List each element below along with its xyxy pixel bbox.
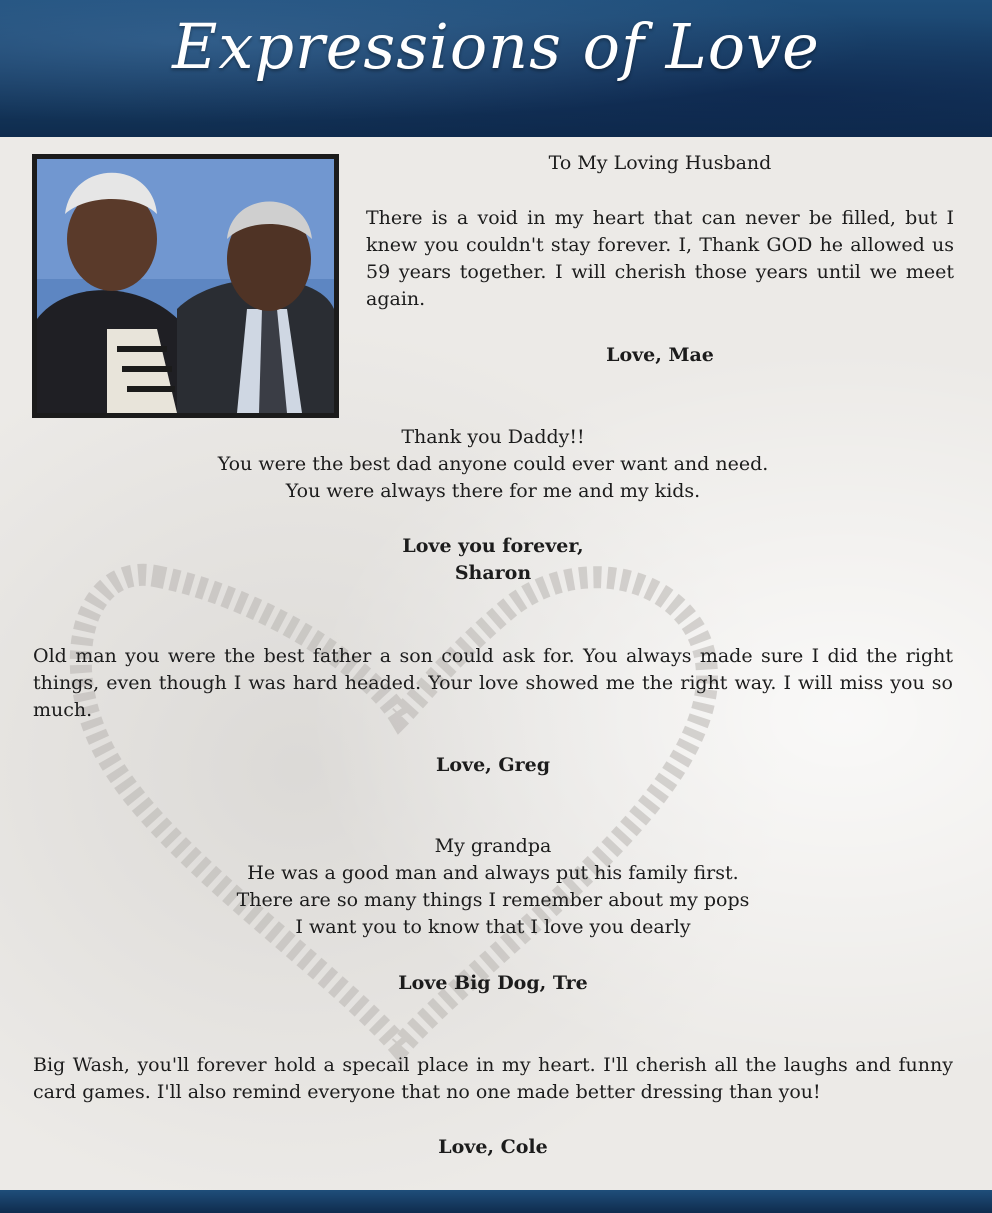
sharon-line-3: You were always there for me and my kids. <box>285 480 701 502</box>
mae-message: There is a void in my heart that can never be filled, but I knew you couldn't stay forever. I, Thank GOD he allowed us 59 years together. I will cherish those years until we meet again. <box>366 207 954 310</box>
tre-line-3: There are so many things I remember about my pops <box>236 889 750 911</box>
sharon-signature-1: Love you forever, <box>402 535 584 557</box>
sharon-line-1: Thank you Daddy!! <box>401 426 585 448</box>
cole-signature: Love, Cole <box>438 1136 548 1158</box>
footer-band <box>0 1190 992 1213</box>
couple-photo-frame <box>32 154 339 418</box>
cole-message: Big Wash, you'll forever hold a specail place in my heart. I'll cherish all the laughs and funny card games. I'll also remind everyone that no one made better dressing than you! <box>33 1054 953 1103</box>
tre-line-2: He was a good man and always put his family first. <box>247 862 739 884</box>
tre-line-4: I want you to know that I love you dearly <box>295 916 691 938</box>
mae-heading: To My Loving Husband <box>548 152 772 174</box>
tre-line-1: My grandpa <box>434 835 552 857</box>
sharon-line-2: You were the best dad anyone could ever want and need. <box>217 453 769 475</box>
page-title: Expressions of Love <box>172 10 820 83</box>
greg-message: Old man you were the best father a son could ask for. You always made sure I did the right things, even though I was hard headed. Your love showed me the right way. I will miss you so much. <box>33 645 953 721</box>
mae-signature: Love, Mae <box>606 344 714 366</box>
couple-photo <box>37 159 334 413</box>
tre-signature: Love Big Dog, Tre <box>398 972 588 994</box>
header-banner <box>0 0 992 137</box>
sharon-signature-2: Sharon <box>454 562 532 584</box>
greg-signature: Love, Greg <box>436 754 550 776</box>
